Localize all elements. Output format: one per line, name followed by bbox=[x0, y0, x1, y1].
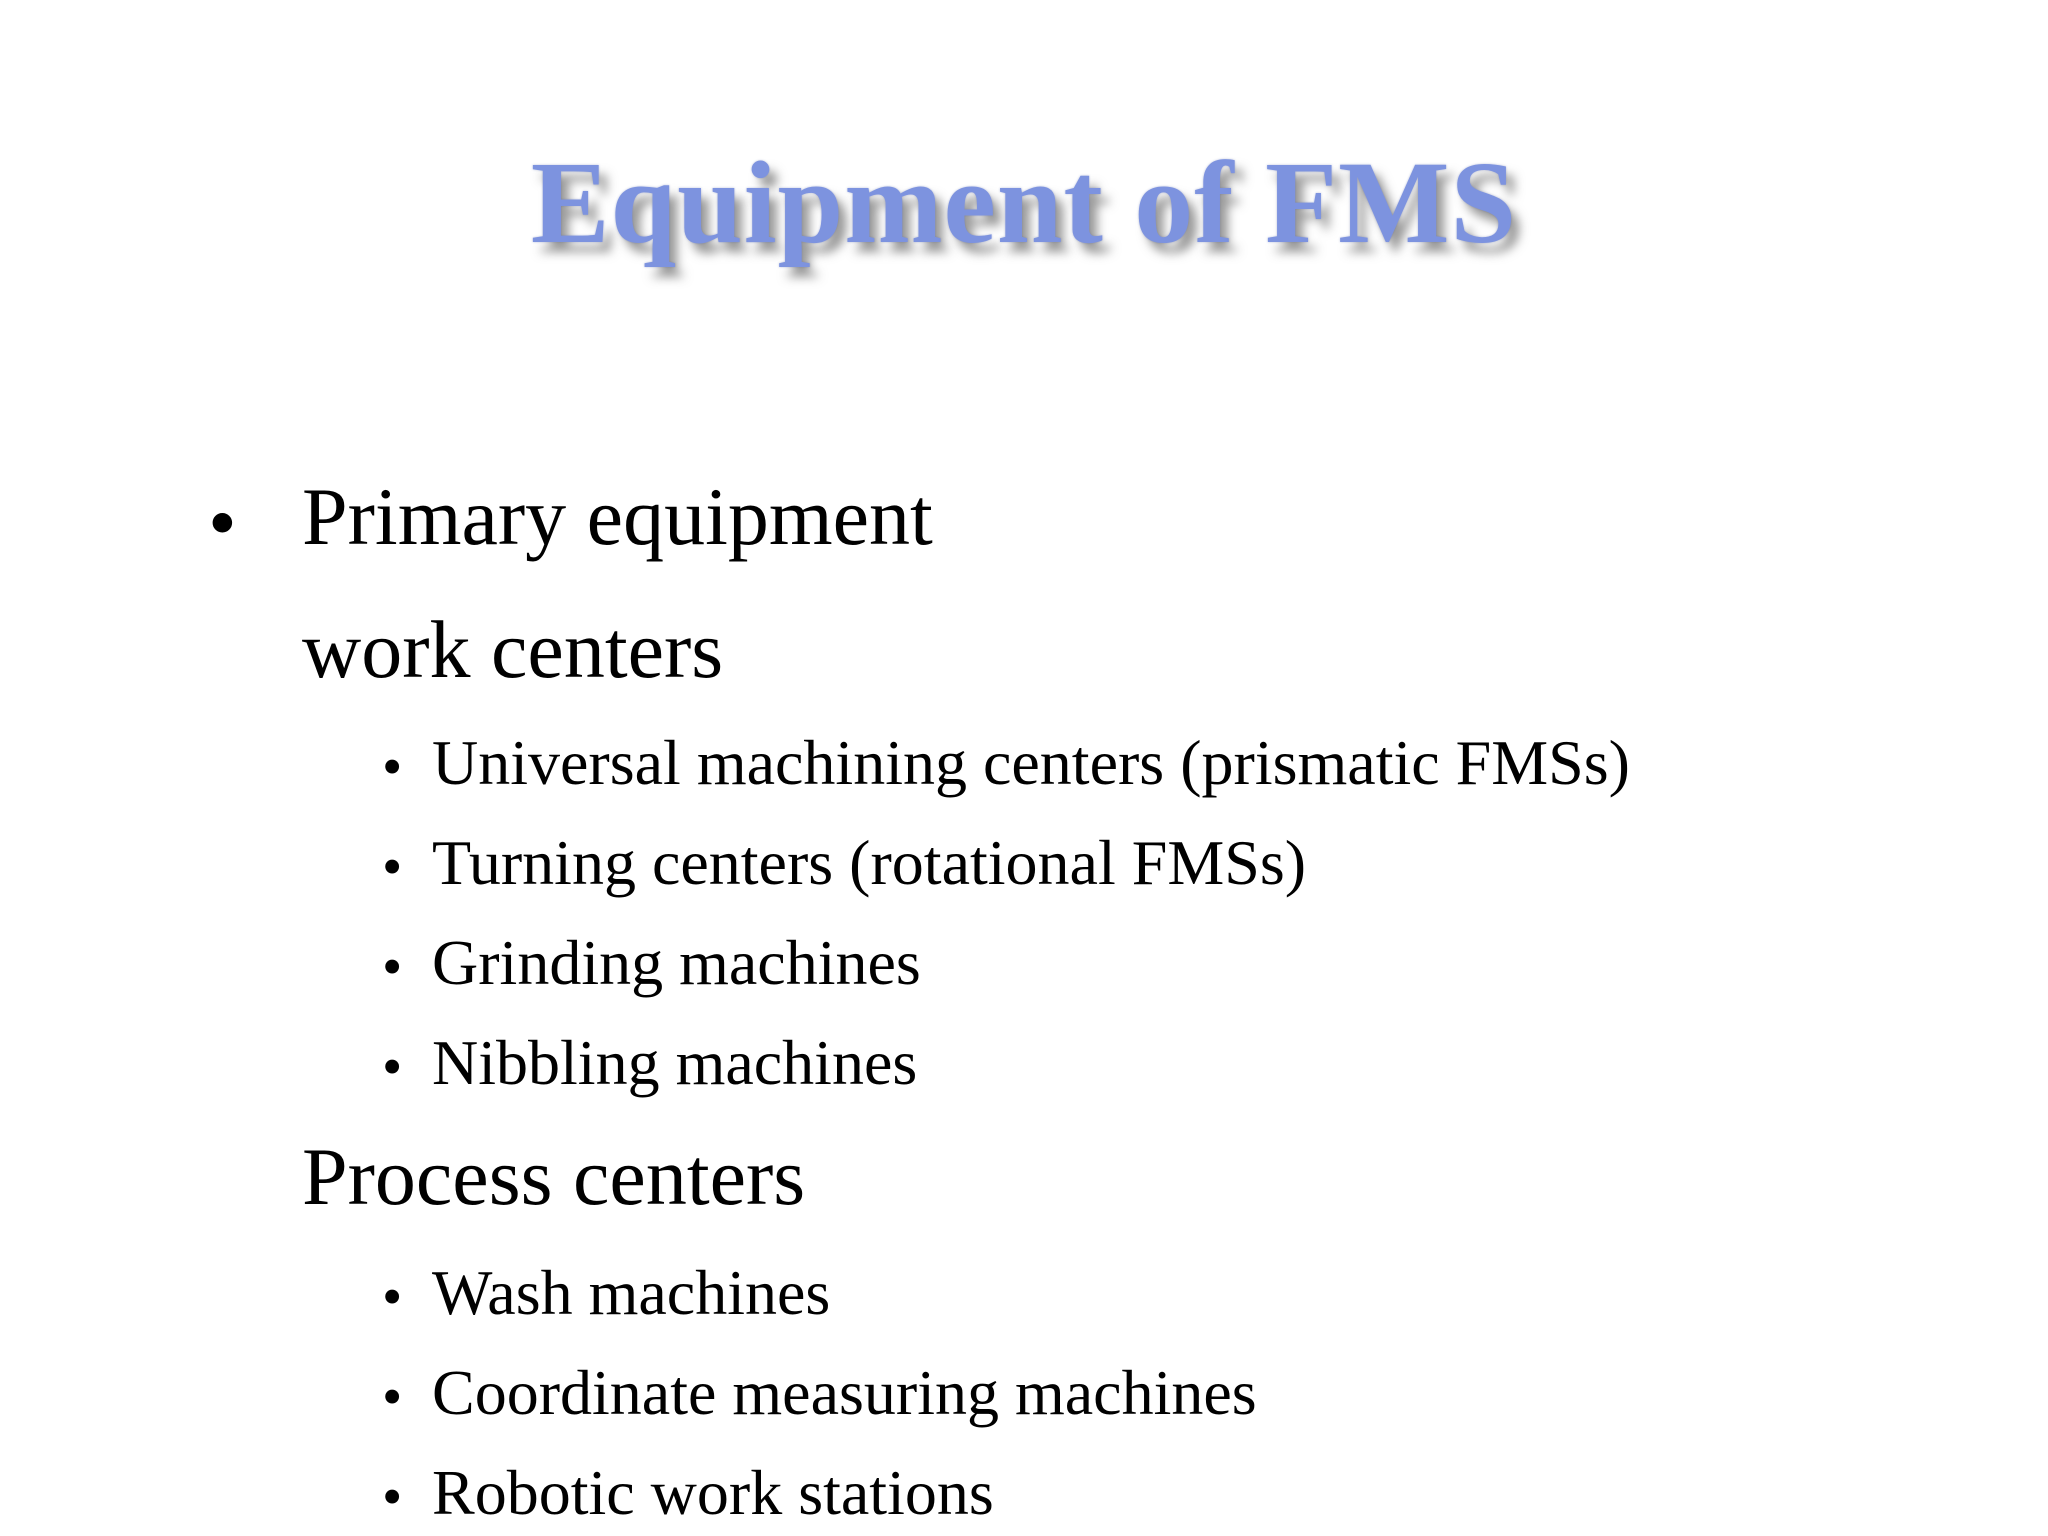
process-center-item: Wash machines bbox=[432, 1257, 831, 1328]
sub-bullet: • bbox=[382, 1034, 403, 1099]
work-center-item: Turning centers (rotational FMSs) bbox=[432, 827, 1307, 898]
work-center-item: Universal machining centers (prismatic FMSs) bbox=[432, 727, 1630, 798]
slide-title: Equipment of FMS bbox=[530, 137, 1518, 268]
work-center-item: Grinding machines bbox=[432, 927, 921, 998]
sub-bullet: • bbox=[382, 1364, 403, 1429]
sub-bullet: • bbox=[382, 734, 403, 799]
sub-bullet: • bbox=[382, 1464, 403, 1529]
process-center-item: Coordinate measuring machines bbox=[432, 1357, 1257, 1428]
primary-equipment-heading: Primary equipment bbox=[302, 471, 933, 562]
work-centers-heading: work centers bbox=[302, 604, 724, 695]
sub-bullet: • bbox=[382, 834, 403, 899]
process-center-item: Robotic work stations bbox=[432, 1457, 994, 1528]
sub-bullet: • bbox=[382, 1264, 403, 1329]
main-bullet: • bbox=[208, 477, 237, 568]
work-center-item: Nibbling machines bbox=[432, 1027, 918, 1098]
sub-bullet: • bbox=[382, 934, 403, 999]
process-centers-heading: Process centers bbox=[302, 1131, 806, 1222]
